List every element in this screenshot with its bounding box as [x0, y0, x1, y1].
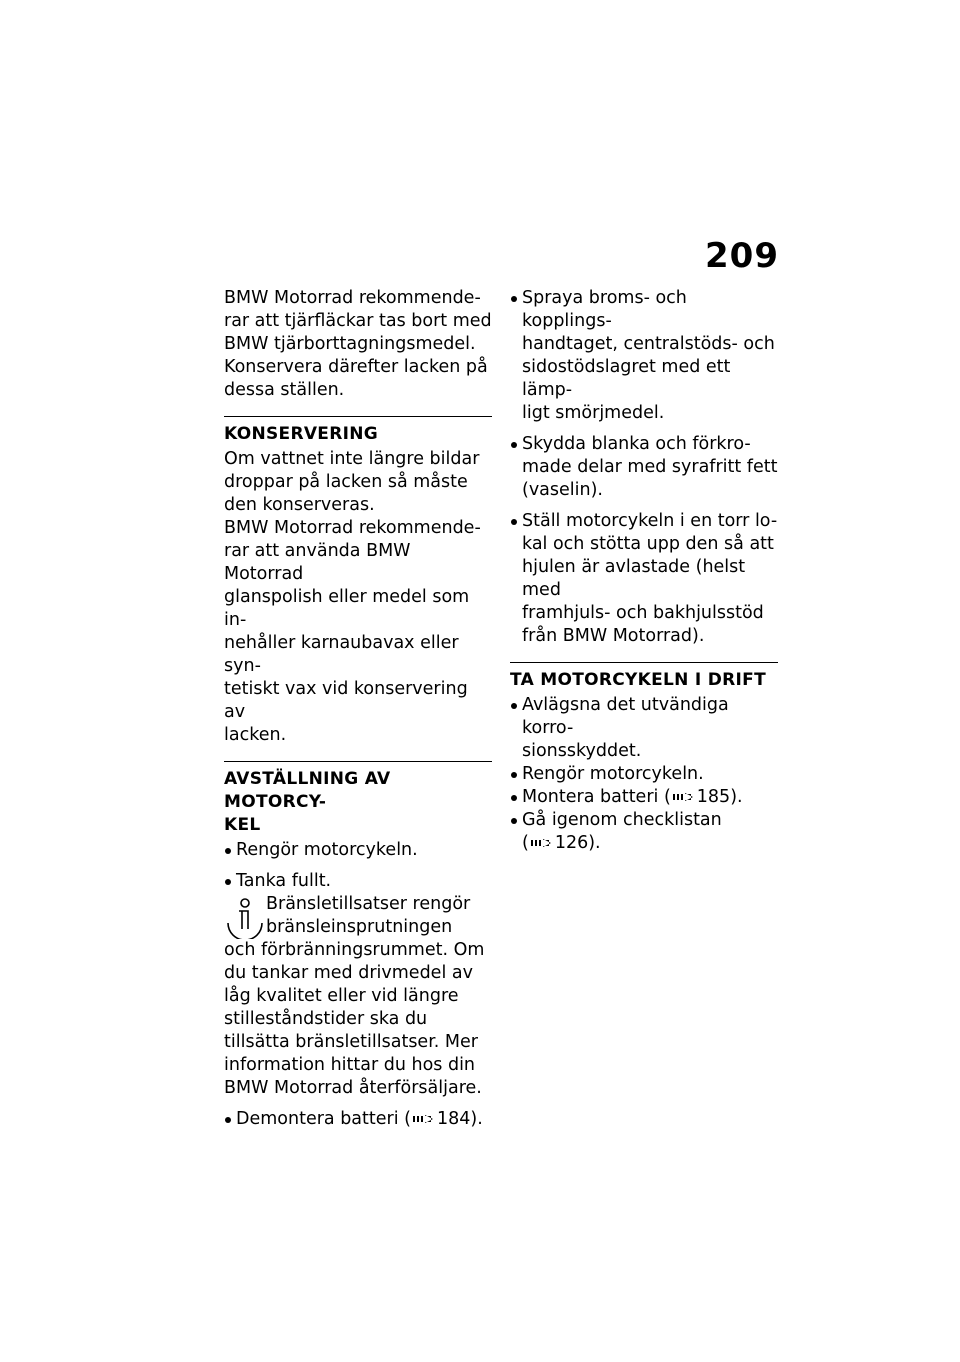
info-note-text: och förbränningsrummet. Om du tankar med drivmedel av låg kvalitet eller vid längre stilleståndstider ska du tillsätta bränsletillsatser. Mer information hittar du hos din BMW Motorrad återförsäljare. [224, 940, 485, 1098]
page-number: 209 [705, 236, 779, 276]
page-reference-arrow-icon [413, 1113, 435, 1125]
section-heading-konservering: KONSERVERING [224, 416, 492, 446]
list-item: Avlägsna det utvändiga korro- sionsskyddet. [510, 694, 778, 763]
intro-paragraph: BMW Motorrad rekommende- rar att tjärfläckar tas bort med BMW tjärborttagningsmedel. Konservera därefter lacken på dessa ställen. [224, 288, 492, 400]
konservering-paragraph-1: Om vattnet inte längre bildar droppar på lacken så måste den konserveras. [224, 449, 480, 515]
info-icon [224, 893, 264, 939]
konservering-paragraph-2: BMW Motorrad rekommende- rar att använda BMW Motorrad glanspolish eller medel som in- nehåller karnaubavax eller syn- tetiskt vax vid konservering av lacken. [224, 518, 481, 745]
list-item: Rengör motorcykeln. [224, 839, 492, 862]
section-heading-drift: TA MOTORCYKELN I DRIFT [510, 662, 778, 692]
list-item: Skydda blanka och förkro- made delar med syrafritt fett (vaselin). [510, 433, 778, 502]
page-reference[interactable]: 184 [436, 1109, 471, 1129]
list-item: Demontera batteri ( 184). [224, 1108, 492, 1131]
list-item: Rengör motorcykeln. [510, 763, 778, 786]
section-heading-avstallning: AVSTÄLLNING AV MOTORCY- KEL [224, 761, 492, 837]
page-reference-arrow-icon [673, 791, 695, 803]
page-reference-arrow-icon [531, 837, 553, 849]
list-item: Ställ motorcykeln i en torr lo- kal och stötta upp den så att hjulen är avlastade (helst med framhjuls- och bakhjulsstöd från BMW Motorrad). [510, 510, 778, 648]
page-reference[interactable]: 185 [696, 787, 731, 807]
list-item: Gå igenom checklistan ( 126). [510, 809, 778, 855]
list-item: Tanka fullt. [224, 870, 492, 893]
left-column [224, 287, 492, 1131]
info-note [224, 893, 492, 939]
right-column [510, 287, 778, 855]
list-item: Spraya broms- och kopplings- handtaget, centralstöds- och sidostödslagret med ett lämp- ligt smörjmedel. [510, 287, 778, 425]
page-reference[interactable]: 126 [554, 833, 589, 853]
list-item: Montera batteri ( 185). [510, 786, 778, 809]
info-note-text-first: Bränsletillsatser rengör bränsleinsprutningen [266, 894, 471, 937]
